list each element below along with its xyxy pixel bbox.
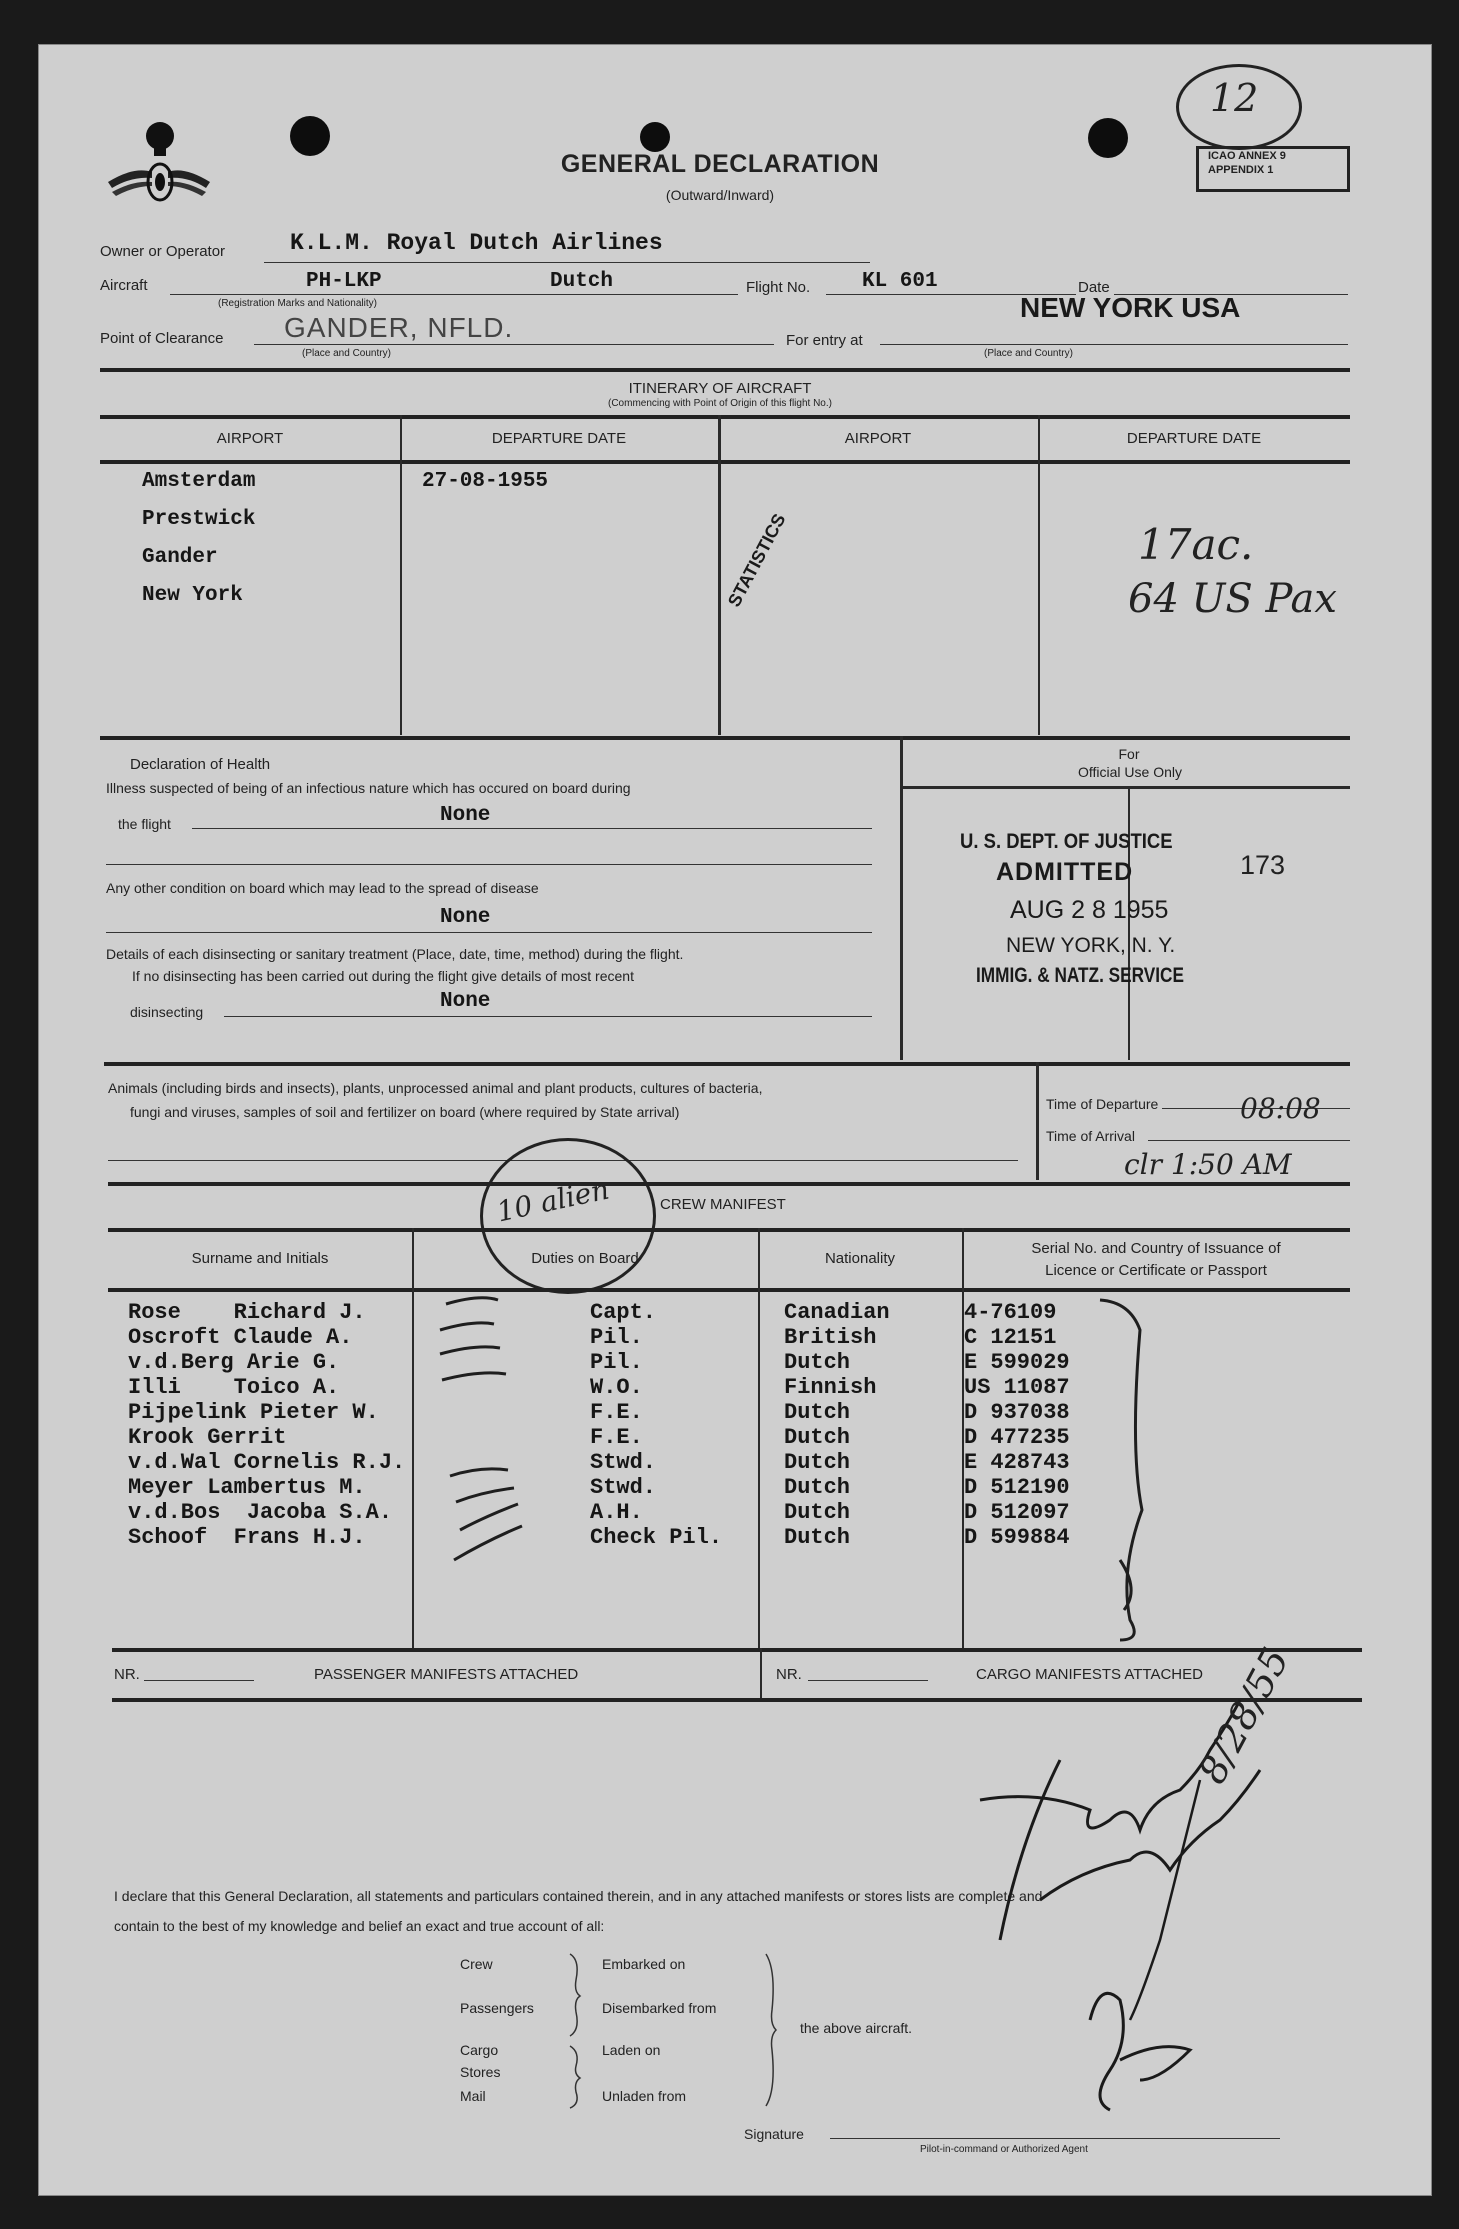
page-number: 12	[1210, 76, 1259, 120]
crew-name: Pijpelink Pieter W.	[128, 1400, 379, 1425]
col-departure-date-2: DEPARTURE DATE	[1126, 430, 1262, 447]
health-q3: Details of each disinsecting or sanitary treatment (Place, date, time, method) during the flight.	[106, 946, 684, 962]
time-arrival-label: Time of Arrival	[1046, 1128, 1135, 1144]
decl-embarked: Embarked on	[602, 1956, 686, 1972]
time-arrival-value: clr 1:50 AM	[1124, 1148, 1292, 1181]
health-title: Declaration of Health	[130, 756, 271, 773]
stamp-line-5: IMMIG. & NATZ. SERVICE	[976, 964, 1184, 987]
col-surname: Surname and Initials	[191, 1250, 329, 1267]
crew-duty: Pil.	[590, 1350, 643, 1375]
crew-serial: US 11087	[964, 1375, 1070, 1400]
crew-title: CREW MANIFEST	[660, 1196, 786, 1213]
handwritten-bracket	[1090, 1290, 1170, 1650]
col-airport-2: AIRPORT	[844, 430, 912, 447]
itinerary-title: ITINERARY OF AIRCRAFT	[628, 380, 812, 397]
crew-serial: D 599884	[964, 1525, 1070, 1550]
clearance-value: GANDER, NFLD.	[284, 312, 514, 343]
col-airport: AIRPORT	[216, 430, 284, 447]
col-nationality: Nationality	[824, 1250, 896, 1267]
decl-disembarked: Disembarked from	[602, 2000, 717, 2016]
crew-nationality: Dutch	[784, 1425, 851, 1450]
decl-unladen: Unladen from	[602, 2088, 687, 2104]
page-title: GENERAL DECLARATION	[560, 150, 880, 178]
crew-serial: E 599029	[964, 1350, 1070, 1375]
handwritten-signature	[940, 1640, 1360, 2120]
health-q3c: disinsecting	[130, 1004, 204, 1020]
crew-name: v.d.Berg Arie G.	[128, 1350, 340, 1375]
nr-right: NR.	[776, 1666, 802, 1683]
crew-serial: D 937038	[964, 1400, 1070, 1425]
decl-passengers: Passengers	[460, 2000, 534, 2016]
official-label-1: For	[1118, 746, 1140, 762]
col-serial-2: Licence or Certificate or Passport	[1045, 1262, 1267, 1279]
handwritten-count: 17ac.	[1138, 520, 1254, 569]
crew-duty: Pil.	[590, 1325, 643, 1350]
crew-duty: Stwd.	[590, 1475, 657, 1500]
health-q1b: the flight	[118, 816, 171, 832]
alien-note: 10 alien	[493, 1172, 612, 1229]
crew-name: Krook Gerrit	[128, 1425, 287, 1450]
airport-1: Prestwick	[142, 508, 256, 531]
crew-nationality: Dutch	[784, 1475, 851, 1500]
brace-right-icon	[762, 1950, 782, 2110]
handwritten-date: 8/28/55	[1190, 1640, 1298, 1791]
health-a1: None	[440, 804, 491, 827]
crew-nationality: Dutch	[784, 1350, 851, 1375]
stamp-line-1: U. S. DEPT. OF JUSTICE	[960, 830, 1173, 853]
flight-label: Flight No.	[746, 279, 811, 296]
crew-serial: E 428743	[964, 1450, 1070, 1475]
decl-stores: Stores	[460, 2064, 501, 2080]
health-a2: None	[440, 906, 491, 929]
annex-line-2: APPENDIX 1	[1208, 164, 1274, 176]
time-departure-value: 08:08	[1240, 1092, 1321, 1125]
crew-duty: F.E.	[590, 1400, 643, 1425]
crew-name: Illi Toico A.	[128, 1375, 340, 1400]
crew-serial: C 12151	[964, 1325, 1057, 1350]
crew-name: v.d.Bos Jacoba S.A.	[128, 1500, 393, 1525]
col-departure-date: DEPARTURE DATE	[491, 430, 627, 447]
cargo-manifests: CARGO MANIFESTS ATTACHED	[976, 1666, 1203, 1683]
declaration-text-2: contain to the best of my knowledge and belief an exact and true account of all:	[114, 1918, 605, 1934]
handwritten-check-marks	[410, 1290, 530, 1580]
stamp-line-2: ADMITTED	[996, 858, 1134, 886]
crew-nationality: Canadian	[784, 1300, 890, 1325]
decl-crew: Crew	[460, 1956, 493, 1972]
crew-name: Rose Richard J.	[128, 1300, 366, 1325]
crew-nationality: Finnish	[784, 1375, 877, 1400]
crew-serial: D 512097	[964, 1500, 1070, 1525]
time-departure-label: Time of Departure	[1046, 1096, 1159, 1112]
handwritten-pax: 64 US Pax	[1128, 576, 1337, 622]
declaration-text-1: I declare that this General Declaration, all statements and particulars contained therein, and in any attached manifests or stores lists are complete and	[114, 1888, 1043, 1904]
crew-serial: 4-76109	[964, 1300, 1057, 1325]
crew-name: Meyer Lambertus M.	[128, 1475, 366, 1500]
crew-duty: F.E.	[590, 1425, 643, 1450]
signature-caption: Pilot-in-command or Authorized Agent	[920, 2144, 1088, 2155]
col-serial-1: Serial No. and Country of Issuance of	[1031, 1240, 1281, 1257]
departure-date-value: 27-08-1955	[422, 470, 549, 493]
decl-cargo: Cargo	[460, 2042, 499, 2058]
crew-nationality: British	[784, 1325, 877, 1350]
airport-3: New York	[142, 584, 243, 607]
statistics-stamp: STATISTICS	[723, 510, 790, 611]
aircraft-label: Aircraft	[100, 277, 148, 294]
owner-value: K.L.M. Royal Dutch Airlines	[290, 230, 663, 256]
health-q3b: If no disinsecting has been carried out during the flight give details of most recent	[132, 968, 634, 984]
crew-serial: D 477235	[964, 1425, 1070, 1450]
decl-mail: Mail	[460, 2088, 486, 2104]
date-label: Date	[1078, 279, 1110, 296]
crew-name: v.d.Wal Cornelis R.J.	[128, 1450, 406, 1475]
official-label-2: Official Use Only	[1078, 764, 1182, 780]
registration-value: PH-LKP	[306, 270, 382, 293]
airport-0: Amsterdam	[142, 470, 256, 493]
annex-line-1: ICAO ANNEX 9	[1208, 150, 1286, 162]
itinerary-subtitle: (Commencing with Point of Origin of this flight No.)	[608, 398, 832, 409]
place-caption-right: (Place and Country)	[984, 348, 1073, 359]
nr-left: NR.	[114, 1666, 140, 1683]
entry-label: For entry at	[786, 332, 863, 349]
decl-above: the above aircraft.	[800, 2020, 913, 2036]
punch-hole-middle	[640, 122, 670, 152]
crew-duty: Stwd.	[590, 1450, 657, 1475]
health-q1: Illness suspected of being of an infectious nature which has occured on board during	[106, 780, 631, 796]
crew-duty: Check Pil.	[590, 1525, 723, 1550]
crew-nationality: Dutch	[784, 1400, 851, 1425]
crew-duty: W.O.	[590, 1375, 643, 1400]
signature-label: Signature	[744, 2126, 804, 2142]
crew-serial: D 512190	[964, 1475, 1070, 1500]
clearance-label: Point of Clearance	[100, 330, 224, 347]
entry-value: NEW YORK USA	[1020, 292, 1241, 323]
crew-duty: A.H.	[590, 1500, 643, 1525]
klm-logo-icon	[104, 116, 214, 216]
passenger-manifests: PASSENGER MANIFESTS ATTACHED	[314, 1666, 579, 1683]
place-caption-left: (Place and Country)	[302, 348, 391, 359]
page-subtitle: (Outward/Inward)	[665, 187, 775, 203]
crew-name: Schoof Frans H.J.	[128, 1525, 366, 1550]
airport-2: Gander	[142, 546, 218, 569]
stamp-line-3: AUG 2 8 1955	[1010, 896, 1169, 924]
decl-laden: Laden on	[602, 2042, 661, 2058]
health-a3: None	[440, 990, 491, 1013]
crew-nationality: Dutch	[784, 1500, 851, 1525]
nationality-value: Dutch	[550, 270, 614, 293]
crew-nationality: Dutch	[784, 1450, 851, 1475]
owner-label: Owner or Operator	[100, 243, 226, 260]
animals-text-2: fungi and viruses, samples of soil and fertilizer on board (where required by State arrival)	[130, 1104, 680, 1120]
flight-value: KL 601	[862, 270, 938, 293]
animals-text-1: Animals (including birds and insects), plants, unprocessed animal and plant products, cultures of bacteria,	[108, 1080, 763, 1096]
stamp-number: 173	[1240, 850, 1286, 880]
punch-hole-right	[1088, 118, 1128, 158]
stamp-line-4: NEW YORK, N. Y.	[1006, 934, 1176, 957]
col-duties: Duties on Board	[531, 1250, 639, 1267]
registration-caption: (Registration Marks and Nationality)	[218, 298, 377, 309]
crew-duty: Capt.	[590, 1300, 657, 1325]
punch-hole-left	[290, 116, 330, 156]
brace-left-icon	[566, 1950, 586, 2110]
crew-name: Oscroft Claude A.	[128, 1325, 353, 1350]
crew-nationality: Dutch	[784, 1525, 851, 1550]
health-q2: Any other condition on board which may lead to the spread of disease	[106, 880, 539, 896]
